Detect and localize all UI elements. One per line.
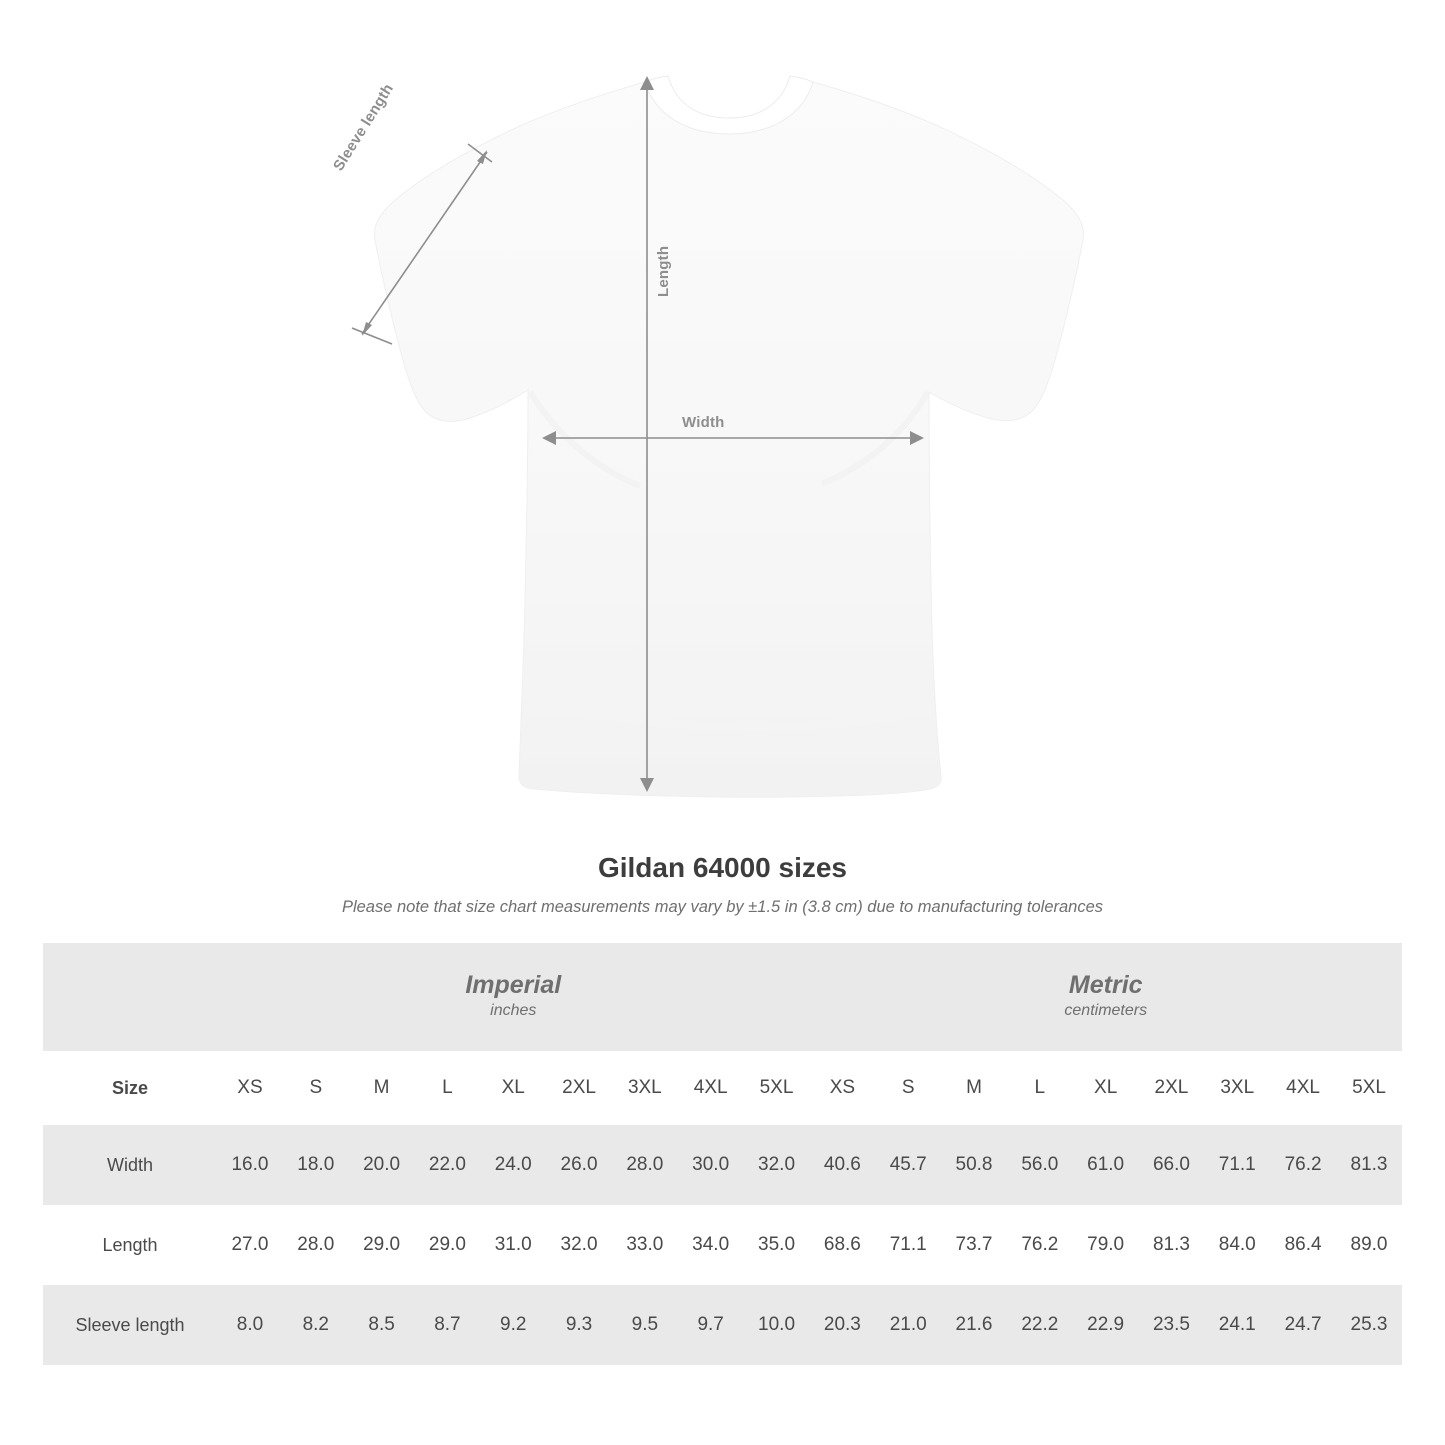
- cell-value: 86.4: [1270, 1205, 1336, 1285]
- cell-value: 24.7: [1270, 1285, 1336, 1365]
- cell-value: 22.0: [415, 1125, 481, 1205]
- size-header-cell: XL: [1073, 1051, 1139, 1125]
- size-table: [43, 943, 1402, 1365]
- unit-header-row: [43, 943, 1402, 1051]
- cell-value: 8.7: [415, 1285, 481, 1365]
- cell-value: 89.0: [1336, 1205, 1402, 1285]
- cell-value: 28.0: [283, 1205, 349, 1285]
- table-row: [43, 1285, 1402, 1365]
- cell-value: 45.7: [875, 1125, 941, 1205]
- size-header-cell: 5XL: [1336, 1051, 1402, 1125]
- cell-value: 26.0: [546, 1125, 612, 1205]
- size-header-cell: M: [349, 1051, 415, 1125]
- cell-value: 40.6: [809, 1125, 875, 1205]
- cell-value: 21.0: [875, 1285, 941, 1365]
- page-title: Gildan 64000 sizes: [597, 852, 848, 883]
- cell-value: 68.6: [809, 1205, 875, 1285]
- cell-value: 76.2: [1270, 1125, 1336, 1205]
- unit-header-metric: [809, 943, 1402, 1051]
- metric-label: Metric: [1068, 970, 1143, 999]
- sleeve-length-dimension-label: Sleeve length: [330, 80, 398, 175]
- size-header-cell: L: [1007, 1051, 1073, 1125]
- cell-value: 22.9: [1073, 1285, 1139, 1365]
- size-header-cell: 4XL: [678, 1051, 744, 1125]
- unit-header-spacer: [43, 943, 217, 1051]
- table-row: [43, 1125, 1402, 1205]
- cell-value: 73.7: [941, 1205, 1007, 1285]
- cell-value: 33.0: [612, 1205, 678, 1285]
- size-header-cell: S: [283, 1051, 349, 1125]
- cell-value: 79.0: [1073, 1205, 1139, 1285]
- cell-value: 9.2: [480, 1285, 546, 1365]
- size-header-cell: 2XL: [546, 1051, 612, 1125]
- tolerance-note: Please note that size chart measurements may vary by ±1.5 in (3.8 cm) due to manufacturing tolerances: [341, 898, 1104, 916]
- size-header-cell: XS: [809, 1051, 875, 1125]
- cell-value: 23.5: [1139, 1285, 1205, 1365]
- cell-value: 16.0: [217, 1125, 283, 1205]
- size-header-cell: L: [415, 1051, 481, 1125]
- cell-value: 35.0: [744, 1205, 810, 1285]
- cell-value: 8.0: [217, 1285, 283, 1365]
- cell-value: 34.0: [678, 1205, 744, 1285]
- cell-value: 24.1: [1204, 1285, 1270, 1365]
- cell-value: 24.0: [480, 1125, 546, 1205]
- cell-value: 21.6: [941, 1285, 1007, 1365]
- cell-value: 8.2: [283, 1285, 349, 1365]
- cell-value: 81.3: [1336, 1125, 1402, 1205]
- cell-value: 29.0: [415, 1205, 481, 1285]
- size-header-cell: 2XL: [1139, 1051, 1205, 1125]
- cell-value: 20.3: [809, 1285, 875, 1365]
- size-header-cell: 3XL: [1204, 1051, 1270, 1125]
- cell-value: 10.0: [744, 1285, 810, 1365]
- size-header-cell: 5XL: [744, 1051, 810, 1125]
- unit-header-imperial: [217, 943, 809, 1051]
- size-header-row: [43, 1051, 1402, 1125]
- size-row-label: Size: [43, 1051, 217, 1125]
- metric-sublabel: centimeters: [1064, 1002, 1148, 1020]
- cell-value: 31.0: [480, 1205, 546, 1285]
- cell-value: 56.0: [1007, 1125, 1073, 1205]
- width-dimension-label: Width: [682, 414, 725, 431]
- cell-value: 81.3: [1139, 1205, 1205, 1285]
- cell-value: 32.0: [744, 1125, 810, 1205]
- cell-value: 71.1: [875, 1205, 941, 1285]
- size-header-cell: M: [941, 1051, 1007, 1125]
- size-header-cell: XL: [480, 1051, 546, 1125]
- cell-value: 61.0: [1073, 1125, 1139, 1205]
- cell-value: 8.5: [349, 1285, 415, 1365]
- cell-value: 22.2: [1007, 1285, 1073, 1365]
- row-label-sleeve-length: Sleeve length: [43, 1285, 217, 1365]
- size-header-cell: 4XL: [1270, 1051, 1336, 1125]
- row-label-width: Width: [43, 1125, 217, 1205]
- cell-value: 66.0: [1139, 1125, 1205, 1205]
- size-header-cell: 3XL: [612, 1051, 678, 1125]
- cell-value: 71.1: [1204, 1125, 1270, 1205]
- cell-value: 84.0: [1204, 1205, 1270, 1285]
- cell-value: 76.2: [1007, 1205, 1073, 1285]
- cell-value: 28.0: [612, 1125, 678, 1205]
- cell-value: 32.0: [546, 1205, 612, 1285]
- cell-value: 9.7: [678, 1285, 744, 1365]
- imperial-sublabel: inches: [490, 1002, 537, 1020]
- cell-value: 9.5: [612, 1285, 678, 1365]
- cell-value: 50.8: [941, 1125, 1007, 1205]
- cell-value: 18.0: [283, 1125, 349, 1205]
- cell-value: 27.0: [217, 1205, 283, 1285]
- size-table-container: [43, 943, 1402, 1365]
- cell-value: 25.3: [1336, 1285, 1402, 1365]
- imperial-label: Imperial: [465, 970, 562, 999]
- length-dimension-label: Length: [655, 245, 672, 297]
- title-block: [0, 852, 1445, 917]
- table-row: [43, 1205, 1402, 1285]
- cell-value: 9.3: [546, 1285, 612, 1365]
- size-header-cell: S: [875, 1051, 941, 1125]
- cell-value: 20.0: [349, 1125, 415, 1205]
- cell-value: 29.0: [349, 1205, 415, 1285]
- cell-value: 30.0: [678, 1125, 744, 1205]
- row-label-length: Length: [43, 1205, 217, 1285]
- size-header-cell: XS: [217, 1051, 283, 1125]
